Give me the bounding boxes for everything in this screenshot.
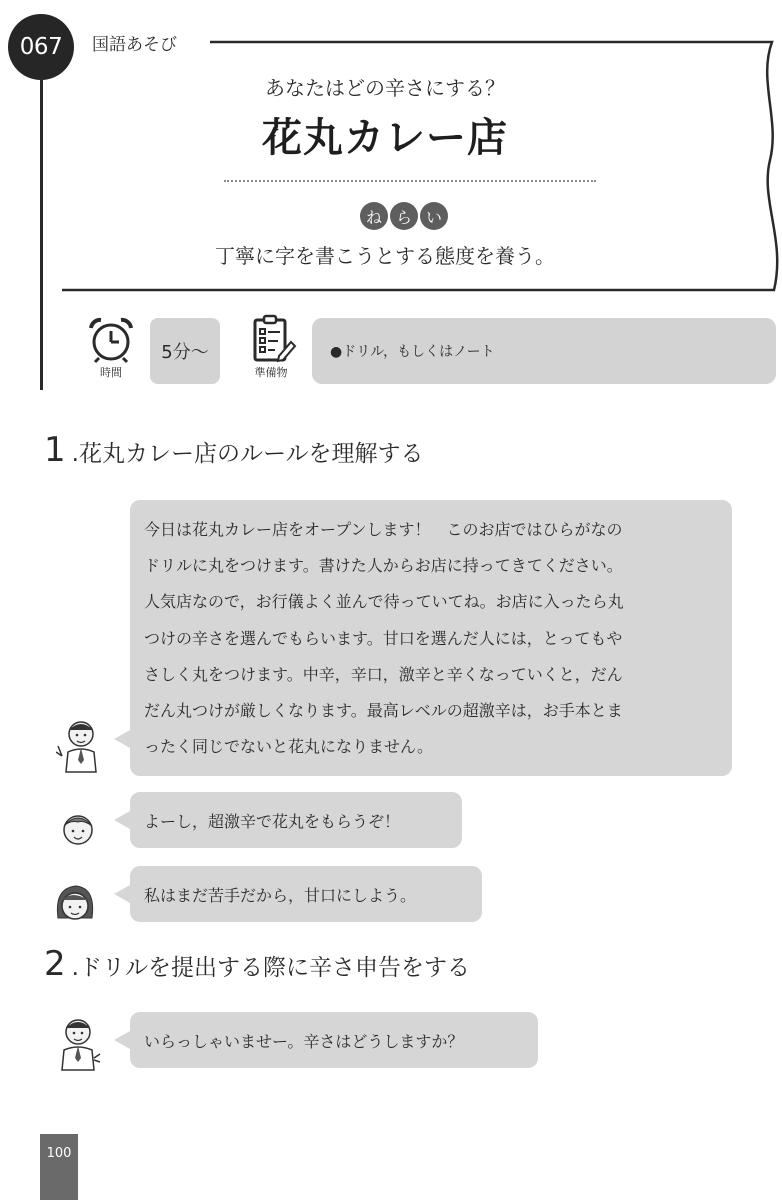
section-title: .花丸カレー店のルールを理解する — [71, 441, 424, 467]
dotted-divider — [224, 180, 596, 182]
nerai-badge — [360, 202, 448, 230]
teacher-avatar-icon — [56, 1014, 102, 1072]
teacher-avatar-icon — [56, 716, 102, 774]
nerai-char: ね — [360, 202, 388, 230]
speech-line: さしく丸をつけます。中辛，辛口，激辛と辛くなっていくと，だん — [144, 664, 623, 684]
prep-value: ●ドリル，もしくはノート — [312, 318, 776, 384]
activity-number: 067 — [19, 34, 63, 60]
teacher-speech-bubble — [130, 500, 732, 776]
section-number: 1 — [44, 430, 66, 470]
aim-text: 丁寧に字を書こうとする態度を養う。 — [215, 244, 555, 268]
section-title: .ドリルを提出する際に辛さ申告をする — [71, 955, 470, 981]
speech-line: だん丸つけが厳しくなります。最高レベルの超激辛は，お手本とま — [144, 701, 623, 721]
subtitle: あなたはどの辛さにする？ — [265, 76, 505, 100]
time-value: 5分～ — [150, 318, 220, 384]
page-number: 100 — [40, 1134, 78, 1200]
nerai-char: い — [420, 202, 448, 230]
page-title: 花丸カレー店 — [262, 115, 508, 161]
boy-avatar-icon — [56, 806, 102, 864]
speech-line: つけの辛さを選んでもらいます。甘口を選んだ人には，とってもや — [144, 628, 623, 648]
prep-label: 準備物 — [254, 366, 288, 379]
section-heading-2 — [44, 944, 470, 984]
time-info — [80, 314, 142, 380]
speech-line: 人気店なので，お行儀よく並んで待っていてね。お店に入ったら丸 — [144, 592, 624, 612]
teacher-greeting-bubble: いらっしゃいませー。辛さはどうしますか？ — [130, 1012, 538, 1068]
section-number: 2 — [44, 944, 66, 984]
speech-line: ドリルに丸をつけます。書けた人からお店に持ってきてください。 — [144, 556, 623, 576]
prep-info — [240, 314, 302, 380]
nerai-char: ら — [390, 202, 418, 230]
category-label: 国語あそび — [92, 35, 177, 55]
speech-line: ったく同じでないと花丸になりません。 — [144, 737, 433, 757]
boy-speech-bubble: よーし，超激辛で花丸をもらうぞ！ — [130, 792, 462, 848]
girl-speech-bubble: 私はまだ苦手だから，甘口にしよう。 — [130, 866, 482, 922]
speech-line: 今日は花丸カレー店をオープンします！ このお店ではひらがなの — [144, 520, 623, 539]
girl-avatar-icon — [52, 878, 98, 936]
clipboard-icon — [245, 314, 297, 364]
time-label: 時間 — [100, 366, 122, 379]
section-heading-1 — [44, 430, 424, 470]
alarm-clock-icon — [85, 314, 137, 364]
